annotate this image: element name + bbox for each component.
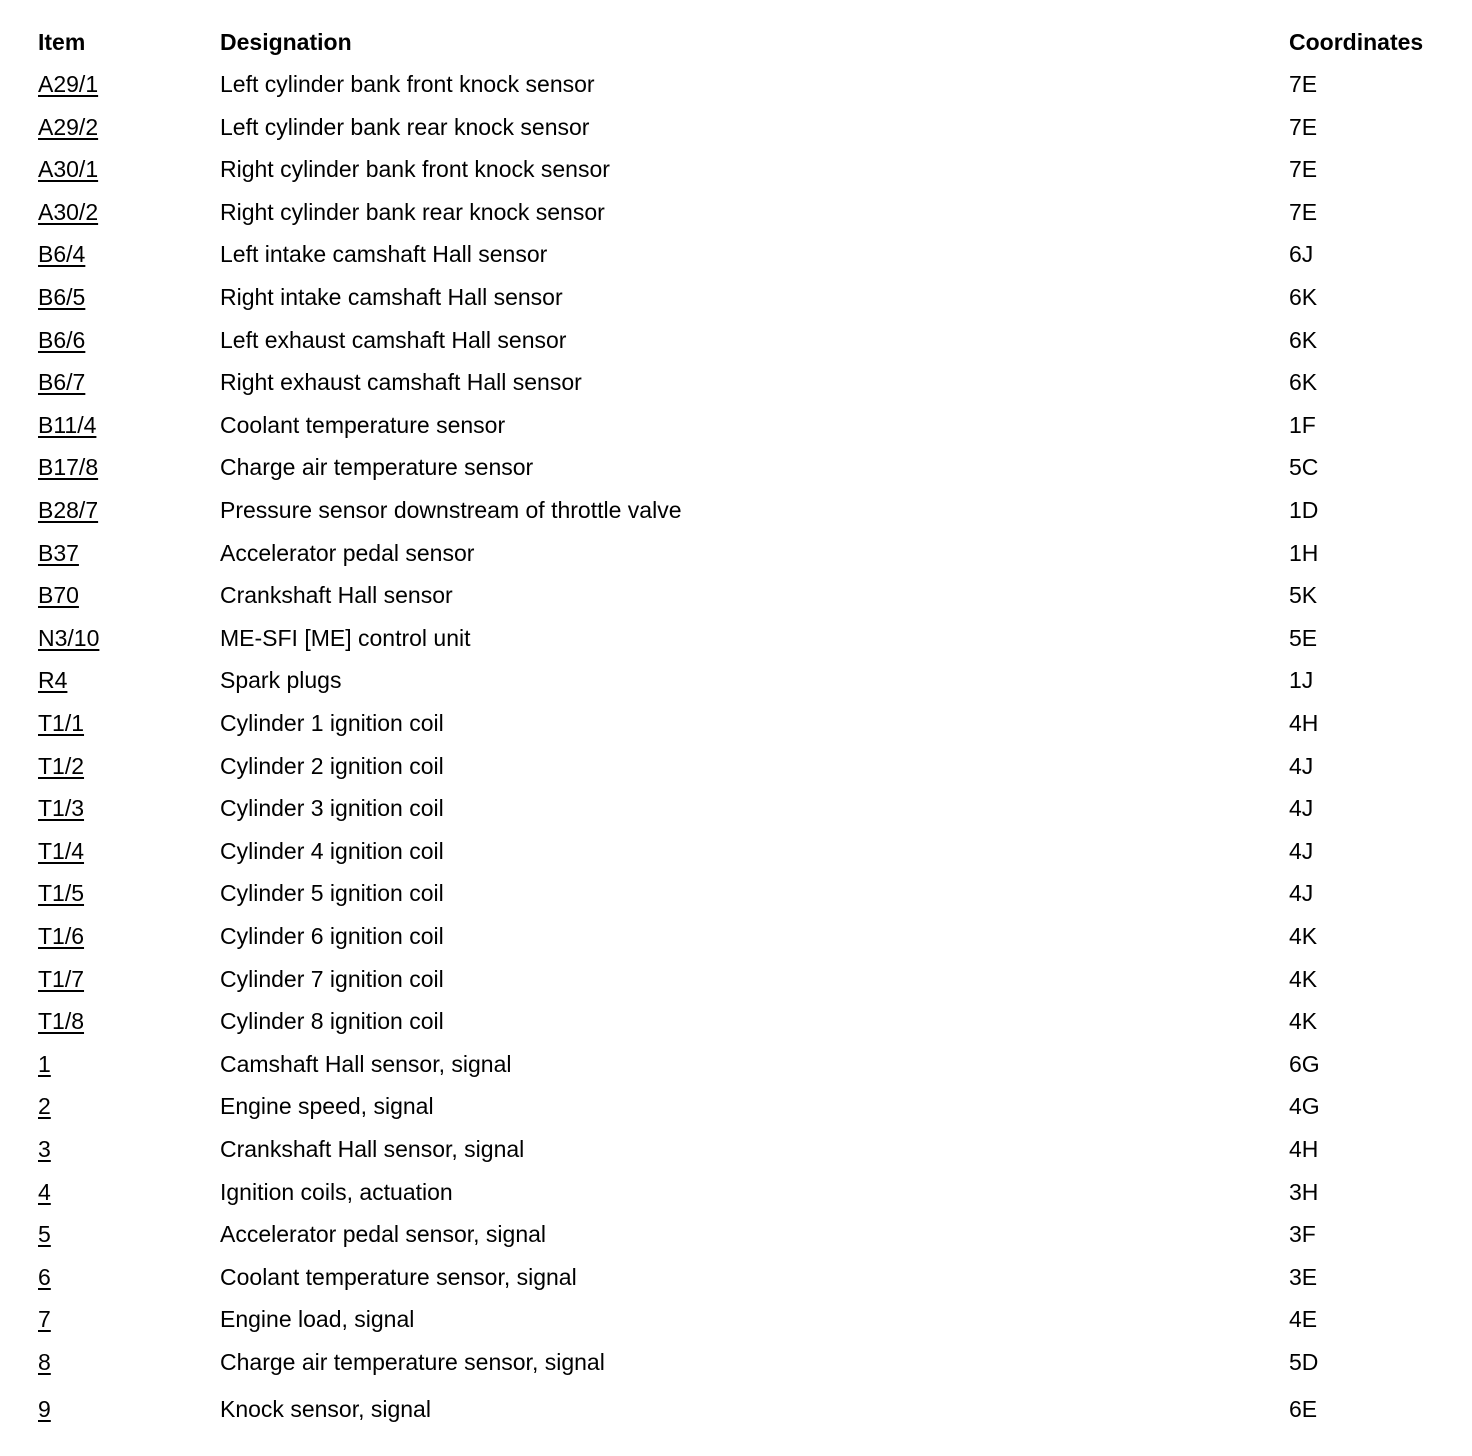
item-link[interactable]: 6 — [38, 1264, 51, 1290]
designation-text: Right intake camshaft Hall sensor — [220, 284, 563, 310]
table-row — [0, 873, 1472, 913]
header-item: Item — [38, 29, 86, 55]
coordinates-text: 6E — [1289, 1396, 1318, 1422]
coordinates-text: 4G — [1289, 1093, 1320, 1119]
coordinates-text: 4H — [1289, 1136, 1319, 1162]
coordinates-text: 3H — [1289, 1179, 1319, 1205]
item-link[interactable]: 1 — [38, 1051, 51, 1077]
coordinates-text: 4J — [1289, 838, 1314, 864]
table-row — [0, 1044, 1472, 1084]
table-row — [0, 618, 1472, 658]
designation-text: Right exhaust camshaft Hall sensor — [220, 369, 582, 395]
designation-text: Cylinder 3 ignition coil — [220, 795, 444, 821]
item-link[interactable]: A30/1 — [38, 156, 99, 182]
coordinates-text: 7E — [1289, 156, 1318, 182]
designation-text: Accelerator pedal sensor — [220, 540, 475, 566]
item-link[interactable]: 5 — [38, 1221, 51, 1247]
table-row — [0, 362, 1472, 402]
table-row — [0, 575, 1472, 615]
item-link[interactable]: 3 — [38, 1136, 51, 1162]
designation-text: Crankshaft Hall sensor — [220, 582, 453, 608]
table-row — [0, 1299, 1472, 1339]
coordinates-text: 6K — [1289, 327, 1318, 353]
table-row — [0, 1214, 1472, 1254]
designation-text: Knock sensor, signal — [220, 1396, 431, 1422]
item-link[interactable]: T1/5 — [38, 880, 85, 906]
designation-text: Cylinder 5 ignition coil — [220, 880, 444, 906]
table-row — [0, 916, 1472, 956]
item-link[interactable]: 2 — [38, 1093, 51, 1119]
item-link[interactable]: R4 — [38, 667, 68, 693]
coordinates-text: 4K — [1289, 1008, 1318, 1034]
item-link[interactable]: B6/5 — [38, 284, 86, 310]
designation-text: Right cylinder bank front knock sensor — [220, 156, 610, 182]
item-link[interactable]: B17/8 — [38, 454, 99, 480]
table-row — [0, 405, 1472, 445]
header-designation: Designation — [220, 29, 352, 55]
table-row — [0, 1257, 1472, 1297]
coordinates-text: 4J — [1289, 795, 1314, 821]
designation-text: Right cylinder bank rear knock sensor — [220, 199, 605, 225]
table-row — [0, 1129, 1472, 1169]
coordinates-text: 3F — [1289, 1221, 1316, 1247]
table-row — [0, 660, 1472, 700]
designation-text: Camshaft Hall sensor, signal — [220, 1051, 512, 1077]
item-link[interactable]: T1/4 — [38, 838, 85, 864]
table-row — [0, 1172, 1472, 1212]
coordinates-text: 1F — [1289, 412, 1316, 438]
table-row — [0, 234, 1472, 274]
item-link[interactable]: A29/2 — [38, 114, 99, 140]
designation-text: Cylinder 4 ignition coil — [220, 838, 444, 864]
coordinates-text: 4J — [1289, 880, 1314, 906]
table-row — [0, 1086, 1472, 1126]
item-link[interactable]: B11/4 — [38, 412, 97, 438]
coordinates-text: 6G — [1289, 1051, 1320, 1077]
item-link[interactable]: B6/7 — [38, 369, 86, 395]
designation-text: Cylinder 6 ignition coil — [220, 923, 444, 949]
item-link[interactable]: B6/4 — [38, 241, 86, 267]
table-header — [0, 22, 1472, 62]
item-link[interactable]: 7 — [38, 1306, 51, 1332]
item-link[interactable]: T1/1 — [38, 710, 85, 736]
coordinates-text: 7E — [1289, 71, 1318, 97]
designation-text: Spark plugs — [220, 667, 342, 693]
item-link[interactable]: N3/10 — [38, 625, 100, 651]
coordinates-text: 4K — [1289, 923, 1318, 949]
designation-text: Left cylinder bank rear knock sensor — [220, 114, 590, 140]
item-link[interactable]: T1/6 — [38, 923, 85, 949]
designation-text: Engine load, signal — [220, 1306, 415, 1332]
coordinates-text: 1J — [1289, 667, 1314, 693]
designation-text: Pressure sensor downstream of throttle valve — [220, 497, 682, 523]
item-link[interactable]: 4 — [38, 1179, 51, 1205]
table-row — [0, 1001, 1472, 1041]
coordinates-text: 4H — [1289, 710, 1319, 736]
coordinates-text: 3E — [1289, 1264, 1318, 1290]
designation-text: Cylinder 7 ignition coil — [220, 966, 444, 992]
coordinates-text: 4J — [1289, 753, 1314, 779]
coordinates-text: 7E — [1289, 114, 1318, 140]
item-link[interactable]: B28/7 — [38, 497, 99, 523]
item-link[interactable]: 9 — [38, 1396, 51, 1422]
designation-text: Charge air temperature sensor — [220, 454, 534, 480]
item-link[interactable]: T1/8 — [38, 1008, 85, 1034]
table-row — [0, 149, 1472, 189]
item-link[interactable]: T1/2 — [38, 753, 85, 779]
item-link[interactable]: B6/6 — [38, 327, 86, 353]
table-row — [0, 277, 1472, 317]
designation-text: Accelerator pedal sensor, signal — [220, 1221, 547, 1247]
coordinates-text: 6K — [1289, 284, 1318, 310]
table-row — [0, 703, 1472, 743]
table-row — [0, 320, 1472, 360]
designation-text: Crankshaft Hall sensor, signal — [220, 1136, 525, 1162]
header-coordinates: Coordinates — [1289, 29, 1424, 55]
designation-text: Coolant temperature sensor — [220, 412, 506, 438]
designation-text: Cylinder 2 ignition coil — [220, 753, 444, 779]
table-row — [0, 64, 1472, 104]
designation-text: Cylinder 8 ignition coil — [220, 1008, 444, 1034]
table-row — [0, 831, 1472, 871]
designation-text: Charge air temperature sensor, signal — [220, 1349, 605, 1375]
table-row — [0, 1342, 1472, 1382]
designation-text: Cylinder 1 ignition coil — [220, 710, 444, 736]
coordinates-text: 5K — [1289, 582, 1318, 608]
designation-text: Engine speed, signal — [220, 1093, 434, 1119]
coordinates-text: 5D — [1289, 1349, 1319, 1375]
item-link[interactable]: T1/3 — [38, 795, 85, 821]
item-link[interactable]: 8 — [38, 1349, 51, 1375]
coordinates-text: 7E — [1289, 199, 1318, 225]
table-row — [0, 1389, 1472, 1429]
coordinates-text: 5C — [1289, 454, 1319, 480]
coordinates-text: 1H — [1289, 540, 1319, 566]
table-row — [0, 959, 1472, 999]
item-link[interactable]: A30/2 — [38, 199, 99, 225]
item-link[interactable]: A29/1 — [38, 71, 99, 97]
table-row — [0, 447, 1472, 487]
coordinates-text: 6K — [1289, 369, 1318, 395]
designation-text: Left exhaust camshaft Hall sensor — [220, 327, 567, 353]
table-row — [0, 533, 1472, 573]
designation-text: Left intake camshaft Hall sensor — [220, 241, 548, 267]
table-row — [0, 107, 1472, 147]
item-link[interactable]: B37 — [38, 540, 79, 566]
table-row — [0, 192, 1472, 232]
table-row — [0, 788, 1472, 828]
coordinates-text: 4K — [1289, 966, 1318, 992]
coordinates-text: 1D — [1289, 497, 1319, 523]
coordinates-text: 5E — [1289, 625, 1318, 651]
coordinates-text: 4E — [1289, 1306, 1318, 1332]
item-link[interactable]: T1/7 — [38, 966, 85, 992]
designation-text: Coolant temperature sensor, signal — [220, 1264, 577, 1290]
item-link[interactable]: B70 — [38, 582, 79, 608]
table-row — [0, 490, 1472, 530]
designation-text: ME-SFI [ME] control unit — [220, 625, 471, 651]
designation-text: Left cylinder bank front knock sensor — [220, 71, 595, 97]
table-row — [0, 746, 1472, 786]
coordinates-text: 6J — [1289, 241, 1314, 267]
designation-text: Ignition coils, actuation — [220, 1179, 453, 1205]
